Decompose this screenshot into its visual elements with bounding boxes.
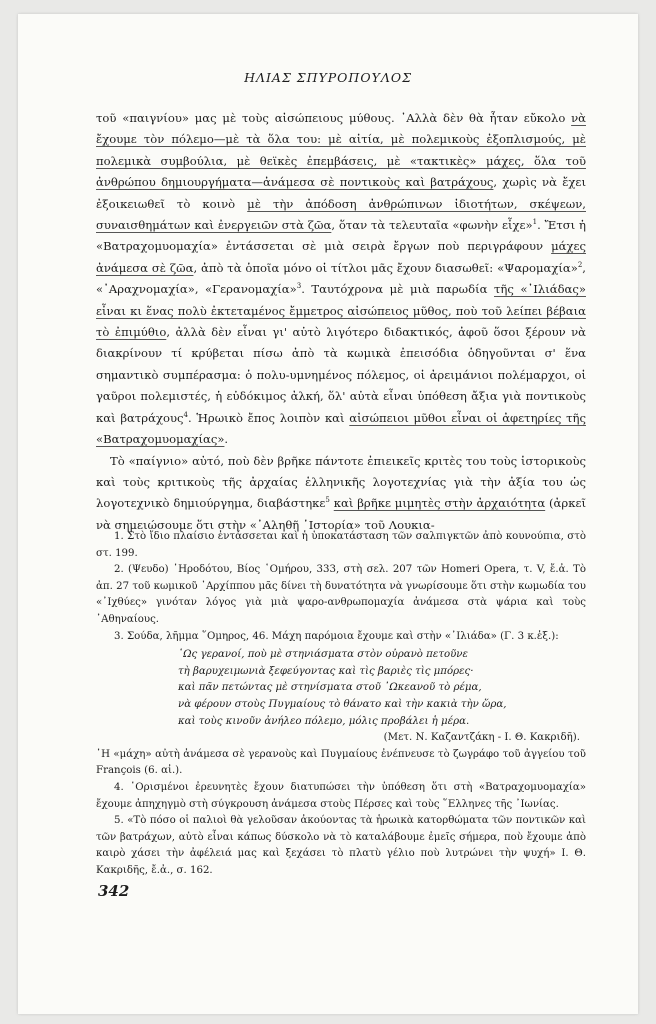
verse-line: καὶ τοὺς κινοῦν ἀνήλεο πόλεμο, μόλις προβάλει ἡ μέρα. (178, 715, 470, 727)
paragraph-1 (96, 108, 586, 451)
text-segment: . (224, 432, 229, 447)
underlined-passage: νὰ ἔχουμε τὸν πόλεμο—μὲ τὰ ὅλα του: μὲ αἰτία, μὲ πολεμικοὺς ἐξοπλισμούς, μὲ πολεμικὰ συμβούλια, μὲ θεϊκὲς ἐπεμβάσεις, μὲ «τακτικὲς» μάχες, ὅλα τοῦ ἀνθρώπου δημιουργήματα—ἀνάμεσα σὲ ποντικοὺς καὶ βατράχους (96, 111, 586, 190)
text-segment: Τὸ «παίγνιο» αὐτό, ποὺ δὲν βρῆκε πάντοτε ἐπιεικεῖς κριτὲς του τοὺς ἱστορικοὺς καὶ τοὺς κριτικοὺς τῆς ἀρχαίας ἑλληνικῆς λογοτεχνίας γιὰ τὴν ἀξία του ὡς λογοτεχνικὸ δημιούργημα, διαβάστηκε (96, 453, 586, 511)
verse-line: ῾Ως γερανοί, ποὺ μὲ στηνιάσματα στὸν οὐρανὸ πετοῦνε (178, 649, 468, 661)
verse-line: νὰ φέρουν στοὺς Πυγμαίους τὸ θάνατο καὶ τὴν κακιὰ τὴν ὥρα, (178, 698, 507, 710)
translation-credit: (Μετ. Ν. Καζαντζάκη - Ι. Θ. Κακριδῆ). (383, 732, 580, 744)
verse-line: τὴ βαρυχειμωνιὰ ξεφεύγοντας καὶ τὶς βαριὲς τὶς μπόρες· (178, 665, 474, 677)
text-segment: , «᾿Αραχνομαχία», «Γερανομαχία» (96, 260, 586, 297)
footnote-ref-4: 4 (183, 410, 188, 419)
underlined-passage: τῆς «᾿Ιλιάδας» εἶναι κι ἕνας πολὺ ἐκτεταμένος ἔμμετρος αἰσώπειος μῦθος, ποὺ τοῦ λείπει βέβαια τὸ ἐπιμύθιο (96, 282, 586, 340)
book-page (18, 14, 638, 1014)
text-segment: , ἀλλὰ δὲν εἶναι γι' αὐτὸ λιγότερο διδακτικός, ἀφοῦ ὅσοι ξέρουν νὰ διακρίνουν τί κρύβεται πίσω ἀπὸ τὰ κωμικὰ ἐπεισόδια ὁδηγοῦνται σ' ἕνα σημαντικὸ συμπέρασμα: ὁ πολυ-υμνημένος πόλεμος, οἱ ἀρειμάνιοι πολέμαρχοι, οἱ γαῦροι πολεμιστές, ἡ εὐδόκιμος ἀλκή, ὅλ' αὐτὰ εἶναι ὑπόθεση ἄξια γιὰ ποντικοὺς καὶ βατράχους (96, 325, 586, 425)
text-segment: . Ἔτσι ἡ «Βατραχομυομαχία» ἐντάσσεται σὲ μιὰ σειρὰ ἔργων ποὺ περιγράφουν (96, 218, 587, 254)
underlined-passage: καὶ βρῆκε μιμητὲς στὴν ἀρχαιότητα (333, 496, 546, 511)
underlined-passage: μάχες ἀνάμεσα σὲ ζῶα (96, 239, 586, 275)
text-segment: , χωρὶς νὰ ἔχει ἐξοικειωθεῖ τὸ κοινὸ (96, 175, 586, 211)
footnote-3: 3. Σούδα, λῆμμα ῞Ομηρος, 46. Μάχη παρόμοια ἔχουμε καὶ στὴν «᾿Ιλιάδα» (Γ. 3 κ.ἑξ.): (114, 630, 559, 642)
footnote-2: 2. (Ψευδο) ῾Ηροδότου, Βίος ῾Ομήρου, 333, στὴ σελ. 207 τῶν Homeri Opera, τ. V, ἔ.ἀ. Τὸ ἀπ. 27 τοῦ κωμικοῦ ᾿Αρχίππου μᾶς δίνει τὴ δυνατότητα νὰ γνωρίσουμε ὅτι στὴν κωμωδία του «᾿Ιχθύες» γινόταν λόγος γιὰ μιὰ ψαρο-ανθρωπομαχία ἀνάμεσα στὰ ψάρια καὶ τοὺς ᾿Αθηναίους. (96, 564, 586, 625)
text-segment: τοῦ «παιγνίου» μας μὲ τοὺς αἰσώπειους μύθους. ᾿Αλλὰ δὲν θὰ ἦταν εὔκολο (96, 111, 572, 125)
footnote-5: 5. «Τὸ πόσο οἱ παλιοὶ θὰ γελοῦσαν ἀκούοντας τὰ ἡρωικὰ κατορθώματα τῶν ποντικῶν καὶ τῶν βατράχων, αὐτὸ εἶναι κάπως δύσκολο νὰ τὸ καταλάβουμε ἐμεῖς σήμερα, ποὺ ἔχουμε ἀπὸ καιρὸ χάσει τὴν ἀφέλειά μας καὶ ξεχάσει τὸ πλατὺ γέλιο ποὺ λυτρώνει τὴν ψυχή» Ι. Θ. Κακριδῆς, ἔ.ἀ., σ. 162. (96, 815, 586, 876)
verse-line: καὶ πᾶν πετώντας μὲ στηνίσματα στοῦ ᾿Ωκεανοῦ τὸ ρέμα, (178, 682, 482, 694)
text-segment: , ὅταν τὰ τελευταῖα «φωνὴν εἶχε» (331, 218, 533, 233)
paragraph-2 (96, 451, 586, 537)
underlined-passage: αἰσώπειοι μῦθοι εἶναι οἱ ἀφετηρίες τῆς «Βατραχομυομαχίας» (96, 410, 586, 447)
underlined-passage: μὲ τὴν ἀπόδοση ἀνθρώπινων ἰδιοτήτων, σκέψεων, συναισθημάτων καὶ ἐνεργειῶν στὰ ζῶα (96, 196, 586, 233)
quoted-verse (178, 647, 586, 747)
footnote-ref-1: 1 (532, 218, 538, 227)
text-segment: , ἀπὸ τὰ ὁποῖα μόνο οἱ τίτλοι μᾶς ἔχουν διασωθεῖ: «Ψαρομαχία» (193, 260, 578, 275)
footnote-ref-5: 5 (325, 496, 330, 505)
footnote-ref-2: 2 (577, 260, 583, 269)
text-segment: . Ἡρωικὸ ἔπος λοιπὸν καὶ (187, 410, 350, 425)
footnote-ref-3: 3 (296, 282, 302, 291)
page-number: 342 (98, 882, 130, 900)
running-header: ΗΛΙΑΣ ΣΠΥΡΟΠΟΥΛΟΣ (244, 70, 412, 85)
footnote-4: 4. ῾Ορισμένοι ἐρευνητὲς ἔχουν διατυπώσει τὴν ὑπόθεση ὅτι στὴ «Βατραχομυομαχία» ἔχουμε ἀπηχηγμὸ στὴ σύγκρουση ἀνάμεσα στοὺς Πέρσες καὶ τοὺς ῞Ελληνες τῆς ᾿Ιωνίας. (96, 781, 586, 810)
footnote-1: 1. Στὸ ἴδιο πλαίσιο ἐντάσσεται καὶ ἡ ὑποκατάσταση τῶν σαλπιγκτῶν ἀπὸ κουνούπια, στὸ στ. 199. (96, 531, 586, 559)
main-text (96, 108, 586, 536)
text-segment: (ἀρκεῖ νὰ σημειώσουμε ὅτι στὴν «᾿Αληθῆ ῾Ιστορία» τοῦ Λουκια- (96, 496, 586, 532)
footnotes (96, 529, 586, 879)
footnote-3-continuation: ῾Η «μάχη» αὐτὴ ἀνάμεσα σὲ γερανοὺς καὶ Πυγμαίους ἐνέπνευσε τὸ ζωγράφο τοῦ ἀγγείου τοῦ François (6. αἰ.). (96, 748, 586, 777)
text-segment: . Ταυτόχρονα μὲ μιὰ παρωδία (301, 282, 494, 297)
